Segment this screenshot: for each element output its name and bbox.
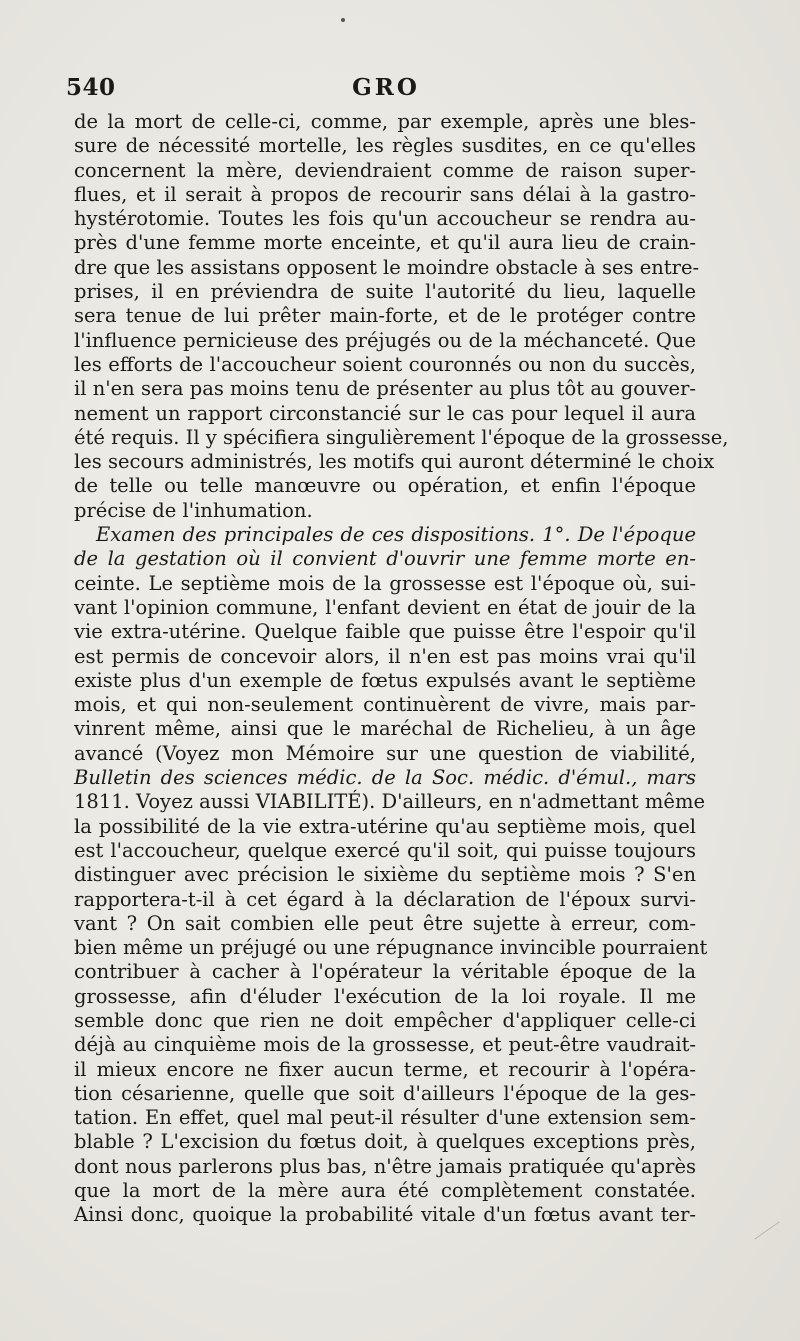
text-line: nement un rapport circonstancié sur le cas pour lequel il aura [74,401,696,425]
text-line: l'influence pernicieuse des préjugés ou de la méchanceté. Que [74,328,696,352]
text-line: vant l'opinion commune, l'enfant devient en état de jouir de la [74,595,696,619]
text-line: vant ? On sait combien elle peut être sujette à erreur, com- [74,911,696,935]
text-line: il n'en sera pas moins tenu de présenter au plus tôt au gouver- [74,377,696,401]
text-line: de la mort de celle-ci, comme, par exemple, après une bles- [74,110,696,133]
text-line: avancé (Voyez mon Mémoire sur une question de viabilité, [74,741,696,765]
text-line: les efforts de l'accoucheur soient couronnés ou non du succès, [74,352,696,376]
text-line: il mieux encore ne fixer aucun terme, et recourir à l'opéra- [74,1057,696,1081]
text-line: déjà au cinquième mois de la grossesse, et peut-être vaudrait- [74,1033,696,1057]
text-line: blable ? L'excision du fœtus doit, à quelques exceptions près, [74,1130,696,1154]
ink-speck [341,18,345,22]
text-line: distinguer avec précision le sixième du septième mois ? S'en [74,863,696,887]
text-line: tation. En effet, quel mal peut-il résulter d'une extension sem- [74,1106,696,1130]
body-text [74,110,729,1228]
text-line: existe plus d'un exemple de fœtus expulsés avant le septième [74,668,696,692]
text-line: prises, il en préviendra de suite l'autorité du lieu, laquelle [74,280,696,304]
text-line: que la mort de la mère aura été complètement constatée. [74,1179,696,1203]
text-line: bien même un préjugé ou une répugnance invincible pourraient [74,936,708,960]
text-line: tion césarienne, quelle que soit d'ailleurs l'époque de la ges- [74,1081,696,1105]
paragraph-2 [74,523,708,1228]
page-number: 540 [66,74,116,101]
text-line: ceinte. Le septième mois de la grossesse est l'époque où, sui- [74,571,696,595]
text-line: est l'accoucheur, quelque exercé qu'il soit, qui puisse toujours [74,838,696,862]
text-line: semble donc que rien ne doit empêcher d'appliquer celle-ci [74,1008,696,1032]
text-line: près d'une femme morte enceinte, et qu'il aura lieu de crain- [74,231,696,255]
text-line: dont nous parlerons plus bas, n'être jamais pratiquée qu'après [74,1154,696,1178]
paragraph-1 [74,110,729,523]
text-line: vie extra-utérine. Quelque faible que puisse être l'espoir qu'il [74,620,696,644]
text-line: les secours administrés, les motifs qui auront déterminé le choix [74,450,715,474]
text-line: concernent la mère, deviendraient comme de raison super- [74,158,696,182]
text-line: Ainsi donc, quoique la probabilité vitale d'un fœtus avant ter- [74,1203,696,1227]
section-heading-line: Examen des principales de ces dispositions. 1°. De l'époque [96,523,696,547]
text-line: rapportera-t-il à cet égard à la déclaration de l'époux survi- [74,887,696,911]
text-line: est permis de concevoir alors, il n'en est pas moins vrai qu'il [74,644,696,668]
text-line: la possibilité de la vie extra-utérine qu'au septième mois, quel [74,814,696,838]
text-line: vinrent même, ainsi que le maréchal de Richelieu, à un âge [74,717,696,741]
section-heading-line: de la gestation où il convient d'ouvrir une femme morte en- [74,547,696,571]
text-line: grossesse, afin d'éluder l'exécution de la loi royale. Il me [74,984,696,1008]
text-line: sure de nécessité mortelle, les règles susdites, en ce qu'elles [74,134,696,158]
text-line: été requis. Il y spécifiera singulièrement l'époque de la grossesse, [74,425,729,449]
text-line: flues, et il serait à propos de recourir sans délai à la gastro- [74,182,696,206]
text-line: précise de l'inhumation. [74,498,313,522]
text-line: hystérotomie. Toutes les fois qu'un accoucheur se rendra au- [74,207,696,231]
page-header [66,74,706,102]
running-head: GRO [352,74,420,101]
text-line: 1811. Voyez aussi VIABILITÉ). D'ailleurs, en n'admettant même [74,790,705,814]
text-line: sera tenue de lui prêter main-forte, et de le protéger contre [74,304,696,328]
text-line: de telle ou telle manœuvre ou opération, et enfin l'époque [74,474,696,498]
citation-line: Bulletin des sciences médic. de la Soc. médic. d'émul., mars [74,766,696,790]
text-line: contribuer à cacher à l'opérateur la véritable époque de la [74,960,696,984]
page-edge-mark [754,1221,779,1239]
text-line: mois, et qui non-seulement continuèrent de vivre, mais par- [74,693,696,717]
text-line: dre que les assistans opposent le moindre obstacle à ses entre- [74,255,700,279]
